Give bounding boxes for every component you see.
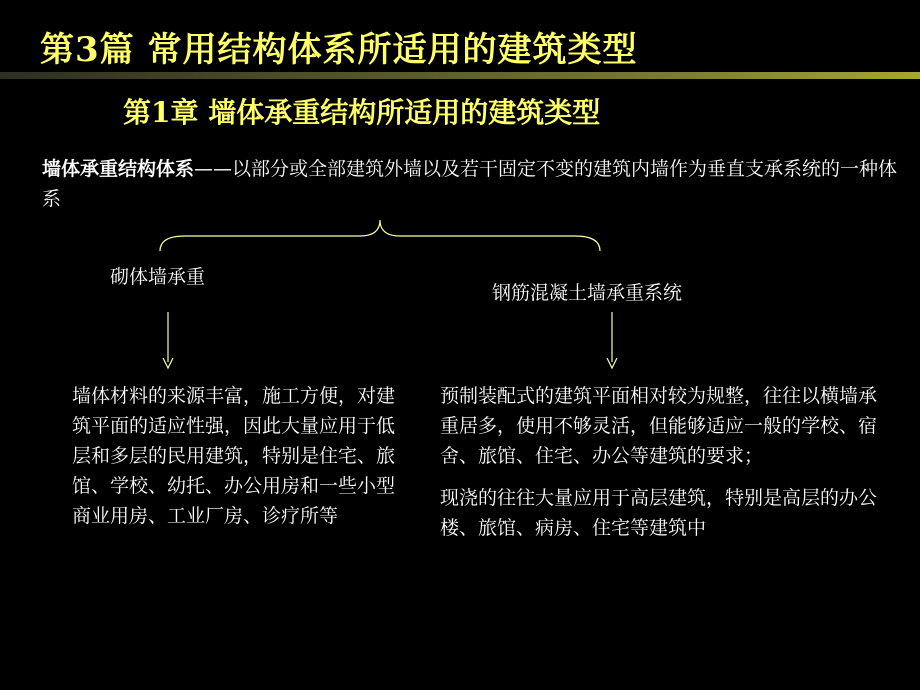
- branch-label-concrete: 钢筋混凝土墙承重系统: [492, 282, 683, 304]
- curly-brace: [155, 216, 605, 256]
- concrete-description: [440, 381, 880, 543]
- down-arrow-icon: [604, 312, 620, 370]
- definition-term: 墙体承重结构体系: [42, 158, 195, 180]
- down-arrow-icon: [160, 312, 176, 370]
- chapter-heading: 第1章 墙体承重结构所适用的建筑类型: [123, 96, 601, 129]
- slide-title: 第3篇 常用结构体系所适用的建筑类型: [40, 30, 638, 70]
- title-divider: [0, 72, 920, 79]
- definition-paragraph: [42, 154, 902, 214]
- masonry-description: 墙体材料的来源丰富，施工方便，对建筑平面的适应性强，因此大量应用于低层和多层的民用建筑，特别是住宅、旅馆、学校、幼托、办公用房和一些小型商业用房、工业厂房、诊疗所等: [72, 385, 396, 527]
- cast-in-place-description: 现浇的往往大量应用于高层建筑，特别是高层的办公楼、旅馆、病房、住宅等建筑中: [440, 487, 878, 539]
- precast-description: 预制装配式的建筑平面相对较为规整，往往以横墙承重居多，使用不够灵活，但能够适应一般的学校、宿舍、旅馆、住宅、办公等建筑的要求；: [440, 385, 878, 467]
- branch-label-masonry: 砌体墙承重: [110, 266, 206, 288]
- definition-text: ——以部分或全部建筑外墙以及若干固定不变的建筑内墙作为垂直支承系统的一种体系: [42, 158, 898, 210]
